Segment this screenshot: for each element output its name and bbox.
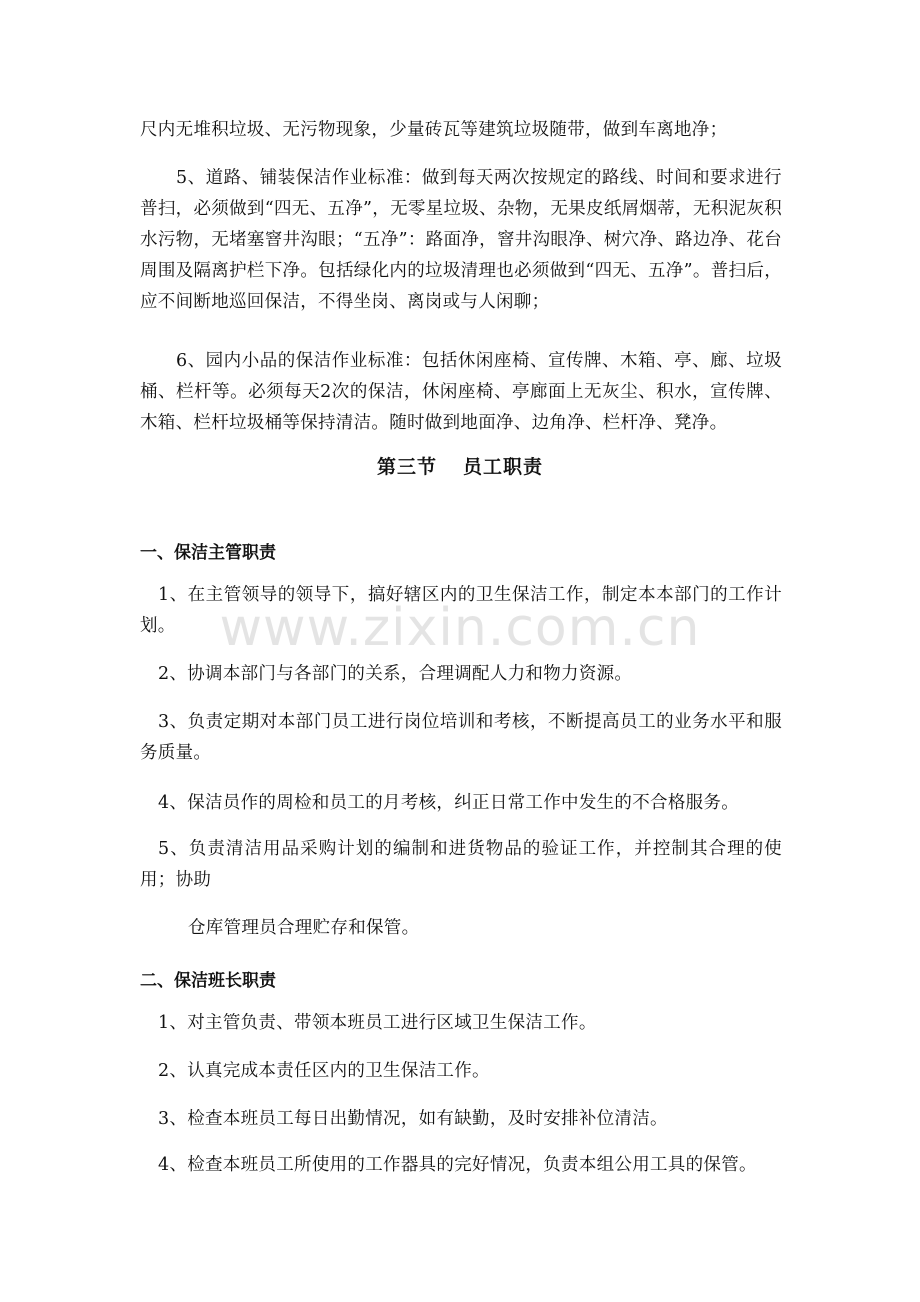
supervisor-item-5-continued: 仓库管理员合理贮存和保管。 — [188, 918, 420, 938]
supervisor-item-4: 4、保洁员作的周检和员工的月考核，纠正日常工作中发生的不合格服务。 — [158, 793, 740, 813]
leader-item-4: 4、检查本班员工所使用的工作器具的完好情况，负责本组公用工具的保管。 — [158, 1155, 757, 1175]
supervisor-item-1: 1、在主管领导的领导下，搞好辖区内的卫生保洁工作，制定本本部门的工作计划。 — [140, 585, 782, 636]
paragraph-continuation: 尺内无堆积垃圾、无污物现象，少量砖瓦等建筑垃圾随带，做到车离地净； — [140, 120, 728, 140]
leader-item-1: 1、对主管负责、带领本班员工进行区域卫生保洁工作。 — [158, 1013, 597, 1033]
supervisor-item-2: 2、协调本部门与各部门的关系，合理调配人力和物力资源。 — [158, 664, 633, 684]
section-title — [0, 452, 920, 479]
leader-item-3: 3、检查本班员工每日出勤情况，如有缺勤，及时安排补位清洁。 — [158, 1109, 668, 1129]
section-number: 第三节 — [376, 456, 437, 478]
supervisor-item-3: 3、负责定期对本部门员工进行岗位培训和考核，不断提高员工的业务水平和服务质量。 — [140, 712, 782, 763]
supervisor-item-5: 5、负责清洁用品采购计划的编制和进货物品的验证工作，并控制其合理的使用；协助 — [140, 839, 782, 890]
watermark: www.zixin.com.cn — [219, 598, 701, 658]
section-name: 员工职责 — [463, 456, 544, 478]
paragraph-item-6: 6、园内小品的保洁作业标准：包括休闲座椅、宣传牌、木箱、亭、廊、垃圾桶、栏杆等。必须每天2次的保洁，休闲座椅、亭廊面上无灰尘、积水，宣传牌、木箱、栏杆垃圾桶等保持清洁。随时做到地面净、边角净、栏杆净、凳净。 — [140, 351, 782, 433]
leader-item-2: 2、认真完成本责任区内的卫生保洁工作。 — [158, 1061, 490, 1081]
heading-leader-duties: 二、保洁班长职责 — [140, 971, 276, 991]
paragraph-item-5: 5、道路、铺装保洁作业标准：做到每天两次按规定的路线、时间和要求进行普扫，必须做到“四无、五净”，无零星垃圾、杂物，无果皮纸屑烟蒂，无积泥灰积水污物，无堵塞窨井沟眼；“五净”：路面净，窨井沟眼净、树穴净、路边净、花台周围及隔离护栏下净。包括绿化内的垃圾清理也必须做到“四无、五净”。普扫后，应不间断地巡回保洁，不得坐岗、离岗或与人闲聊； — [140, 168, 782, 312]
heading-supervisor-duties: 一、保洁主管职责 — [140, 543, 276, 563]
